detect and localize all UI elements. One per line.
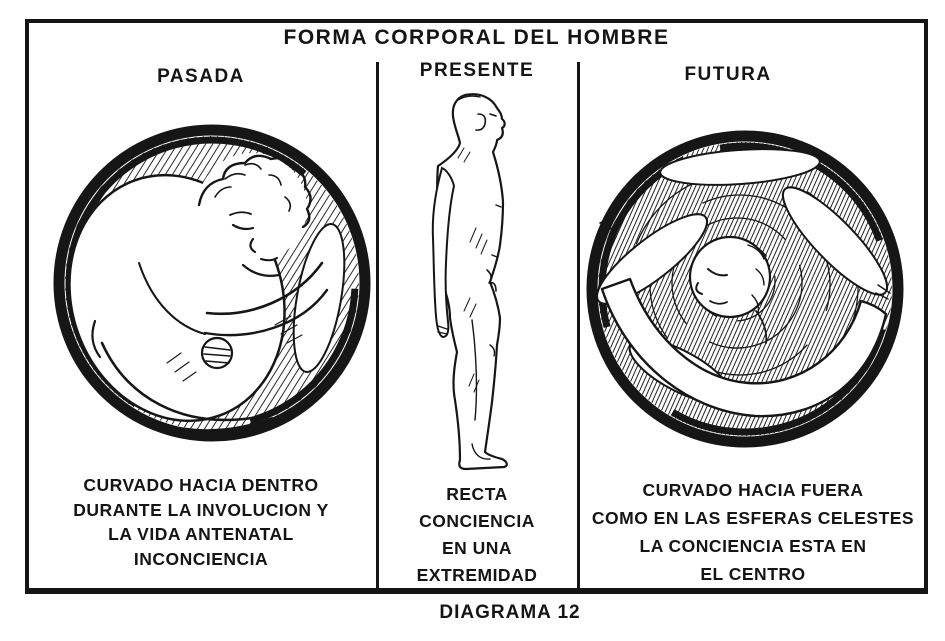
figure-caption: DIAGRAMA 12 (439, 602, 581, 623)
present-caption (377, 481, 577, 589)
past-sphere-illustration (47, 113, 377, 453)
diagram-title: FORMA CORPORAL DEL HOMBRE (283, 26, 670, 49)
caption-line: DURANTE LA INVOLUCION Y (73, 499, 329, 520)
present-man-illustration (430, 88, 530, 473)
caption-line: EN UNA (441, 538, 513, 558)
future-caption (582, 476, 924, 588)
caption-line: LA VIDA ANTENATAL (108, 524, 294, 544)
caption-line: LA CONCIENCIA ESTA EN (639, 536, 867, 556)
panel-header-presente: PRESENTE (419, 60, 535, 81)
panel-header-futura: FUTURA (684, 64, 772, 85)
caption-line: EXTREMIDAD (416, 565, 538, 585)
caption-line: CONCIENCIA (419, 511, 535, 531)
panel-header-pasada: PASADA (157, 66, 245, 87)
caption-line: INCONCIENCIA (133, 548, 269, 569)
caption-line: COMO EN LAS ESFERAS CELESTES (591, 508, 915, 528)
caption-line: CURVADO HACIA DENTRO (83, 475, 319, 495)
caption-line: CURVADO HACIA FUERA (642, 480, 864, 500)
future-sphere-illustration (580, 119, 910, 459)
caption-line: EL CENTRO (700, 564, 806, 584)
caption-line: RECTA (446, 484, 508, 504)
past-caption (30, 473, 372, 571)
